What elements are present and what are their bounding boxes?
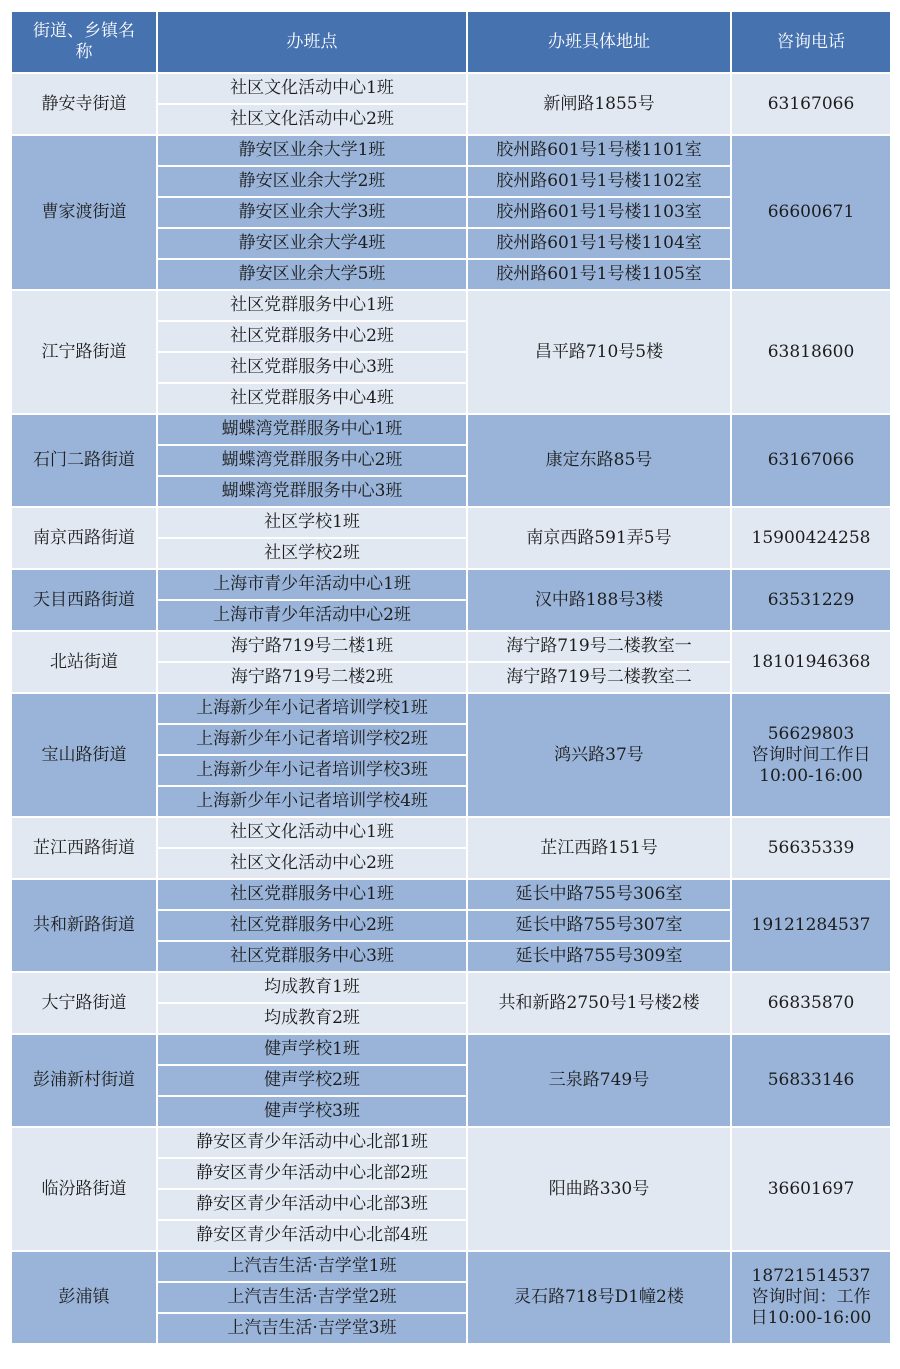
address-cell: 鸿兴路37号: [468, 694, 730, 816]
address-cell: 阳曲路330号: [468, 1128, 730, 1250]
phone-cell: [732, 74, 890, 134]
phone-number: 63167066: [767, 450, 855, 470]
class-point-cell: 社区文化活动中心2班: [158, 105, 466, 134]
street-name-cell: 静安寺街道: [12, 74, 156, 134]
phone-number: 56833146: [767, 1070, 855, 1090]
phone-note: 10:00-16:00: [759, 765, 863, 786]
class-point-cell: 上汽吉生活·吉学堂2班: [158, 1283, 466, 1312]
class-point-cell: 海宁路719号二楼1班: [158, 632, 466, 661]
street-name-cell: 曹家渡街道: [12, 136, 156, 289]
address-cell: 共和新路2750号1号楼2楼: [468, 973, 730, 1033]
street-name-cell: 北站街道: [12, 632, 156, 692]
phone-number: 63818600: [767, 341, 855, 362]
class-point-cell: 健声学校2班: [158, 1066, 466, 1095]
phone-cell: [732, 508, 890, 568]
street-name-cell: 彭浦新村街道: [12, 1035, 156, 1126]
phone-cell: [732, 570, 890, 630]
phone-cell: [732, 415, 890, 506]
street-name-cell: 天目西路街道: [12, 570, 156, 630]
table-row: [12, 291, 890, 320]
class-point-cell: 社区党群服务中心3班: [158, 353, 466, 382]
class-point-cell: 蝴蝶湾党群服务中心2班: [158, 446, 466, 475]
phone-note: 日10:00-16:00: [750, 1308, 872, 1328]
phone-cell: [732, 1128, 890, 1250]
phone-number: 56635339: [767, 837, 855, 858]
phone-cell: [732, 880, 890, 971]
class-location-table: [10, 10, 892, 1345]
address-cell: 芷江西路151号: [468, 818, 730, 878]
street-name-cell: 芷江西路街道: [12, 818, 156, 878]
class-point-cell: 健声学校1班: [158, 1035, 466, 1064]
address-cell: 灵石路718号D1幢2楼: [468, 1252, 730, 1343]
phone-number: 18721514537: [751, 1266, 871, 1286]
class-point-cell: 上海新少年小记者培训学校2班: [158, 725, 466, 754]
street-name-cell: 共和新路街道: [12, 880, 156, 971]
phone-note: 咨询时间：工作: [751, 1287, 871, 1307]
class-point-cell: 上海新少年小记者培训学校1班: [158, 694, 466, 723]
table-row: [12, 1128, 890, 1157]
class-point-cell: 蝴蝶湾党群服务中心3班: [158, 477, 466, 506]
phone-cell: [732, 694, 890, 816]
address-cell: 三泉路749号: [468, 1035, 730, 1126]
table-row: [12, 632, 890, 661]
street-name-cell: 彭浦镇: [12, 1252, 156, 1343]
header-row: [12, 12, 890, 72]
phone-number: 66835870: [767, 992, 855, 1013]
table-row: [12, 694, 890, 723]
class-point-cell: 社区党群服务中心1班: [158, 880, 466, 909]
class-point-cell: 社区党群服务中心4班: [158, 384, 466, 413]
street-name-cell: 南京西路街道: [12, 508, 156, 568]
street-name-cell: 临汾路街道: [12, 1128, 156, 1250]
address-cell: 胶州路601号1号楼1105室: [468, 260, 730, 289]
class-point-cell: 健声学校3班: [158, 1097, 466, 1126]
phone-cell: [732, 1252, 890, 1343]
class-point-cell: 均成教育1班: [158, 973, 466, 1002]
class-point-cell: 上汽吉生活·吉学堂1班: [158, 1252, 466, 1281]
class-point-cell: 静安区青少年活动中心北部3班: [158, 1190, 466, 1219]
table-row: [12, 508, 890, 537]
class-point-cell: 静安区青少年活动中心北部2班: [158, 1159, 466, 1188]
class-point-cell: 上海新少年小记者培训学校3班: [158, 756, 466, 785]
class-point-cell: 静安区青少年活动中心北部1班: [158, 1128, 466, 1157]
class-point-cell: 上汽吉生活·吉学堂3班: [158, 1314, 466, 1343]
address-cell: 海宁路719号二楼教室一: [468, 632, 730, 661]
address-cell: 汉中路188号3楼: [468, 570, 730, 630]
phone-note: 咨询时间工作日: [751, 744, 871, 765]
street-name-cell: 石门二路街道: [12, 415, 156, 506]
class-point-cell: 社区文化活动中心1班: [158, 818, 466, 847]
class-point-cell: 社区学校1班: [158, 508, 466, 537]
address-cell: 延长中路755号306室: [468, 880, 730, 909]
street-name-cell: 宝山路街道: [12, 694, 156, 816]
address-cell: 胶州路601号1号楼1104室: [468, 229, 730, 258]
phone-number: 56629803: [767, 723, 855, 744]
phone-number: 19121284537: [751, 915, 871, 935]
class-point-cell: 社区党群服务中心2班: [158, 322, 466, 351]
phone-number: 63167066: [767, 93, 855, 114]
class-point-cell: 静安区业余大学3班: [158, 198, 466, 227]
street-name-cell: 大宁路街道: [12, 973, 156, 1033]
class-point-cell: 静安区业余大学1班: [158, 136, 466, 165]
class-point-cell: 均成教育2班: [158, 1004, 466, 1033]
header-class-point: 办班点: [158, 12, 466, 72]
phone-cell: [732, 818, 890, 878]
class-point-cell: 社区党群服务中心3班: [158, 942, 466, 971]
phone-number: 18101946368: [751, 651, 871, 672]
address-cell: 新闸路1855号: [468, 74, 730, 134]
address-cell: 胶州路601号1号楼1101室: [468, 136, 730, 165]
address-cell: 胶州路601号1号楼1102室: [468, 167, 730, 196]
table-row: [12, 1035, 890, 1064]
class-point-cell: 静安区青少年活动中心北部4班: [158, 1221, 466, 1250]
phone-cell: [732, 291, 890, 413]
phone-number: 66600671: [767, 202, 855, 222]
phone-cell: [732, 136, 890, 289]
phone-number: 63531229: [767, 589, 855, 610]
street-name-cell: 江宁路街道: [12, 291, 156, 413]
header-phone: 咨询电话: [732, 12, 890, 72]
class-point-cell: 蝴蝶湾党群服务中心1班: [158, 415, 466, 444]
address-cell: 昌平路710号5楼: [468, 291, 730, 413]
header-address: 办班具体地址: [468, 12, 730, 72]
table-row: [12, 415, 890, 444]
table-row: [12, 74, 890, 103]
table-row: [12, 880, 890, 909]
address-cell: 南京西路591弄5号: [468, 508, 730, 568]
class-point-cell: 上海新少年小记者培训学校4班: [158, 787, 466, 816]
class-point-cell: 静安区业余大学2班: [158, 167, 466, 196]
address-cell: 延长中路755号307室: [468, 911, 730, 940]
class-point-cell: 海宁路719号二楼2班: [158, 663, 466, 692]
class-point-cell: 静安区业余大学4班: [158, 229, 466, 258]
phone-number: 15900424258: [751, 527, 871, 548]
class-point-cell: 社区文化活动中心2班: [158, 849, 466, 878]
table-row: [12, 973, 890, 1002]
address-cell: 康定东路85号: [468, 415, 730, 506]
table-row: [12, 818, 890, 847]
address-cell: 延长中路755号309室: [468, 942, 730, 971]
table-row: [12, 1252, 890, 1281]
class-point-cell: 社区学校2班: [158, 539, 466, 568]
phone-cell: [732, 1035, 890, 1126]
phone-cell: [732, 973, 890, 1033]
class-point-cell: 上海市青少年活动中心2班: [158, 601, 466, 630]
table-row: [12, 136, 890, 165]
class-point-cell: 社区文化活动中心1班: [158, 74, 466, 103]
header-street: 街道、乡镇名称: [12, 12, 156, 72]
class-point-cell: 社区党群服务中心1班: [158, 291, 466, 320]
class-point-cell: 上海市青少年活动中心1班: [158, 570, 466, 599]
phone-number: 36601697: [767, 1178, 855, 1199]
class-point-cell: 静安区业余大学5班: [158, 260, 466, 289]
table-body: [12, 74, 890, 1343]
address-cell: 海宁路719号二楼教室二: [468, 663, 730, 692]
table-row: [12, 570, 890, 599]
class-point-cell: 社区党群服务中心2班: [158, 911, 466, 940]
phone-cell: [732, 632, 890, 692]
address-cell: 胶州路601号1号楼1103室: [468, 198, 730, 227]
